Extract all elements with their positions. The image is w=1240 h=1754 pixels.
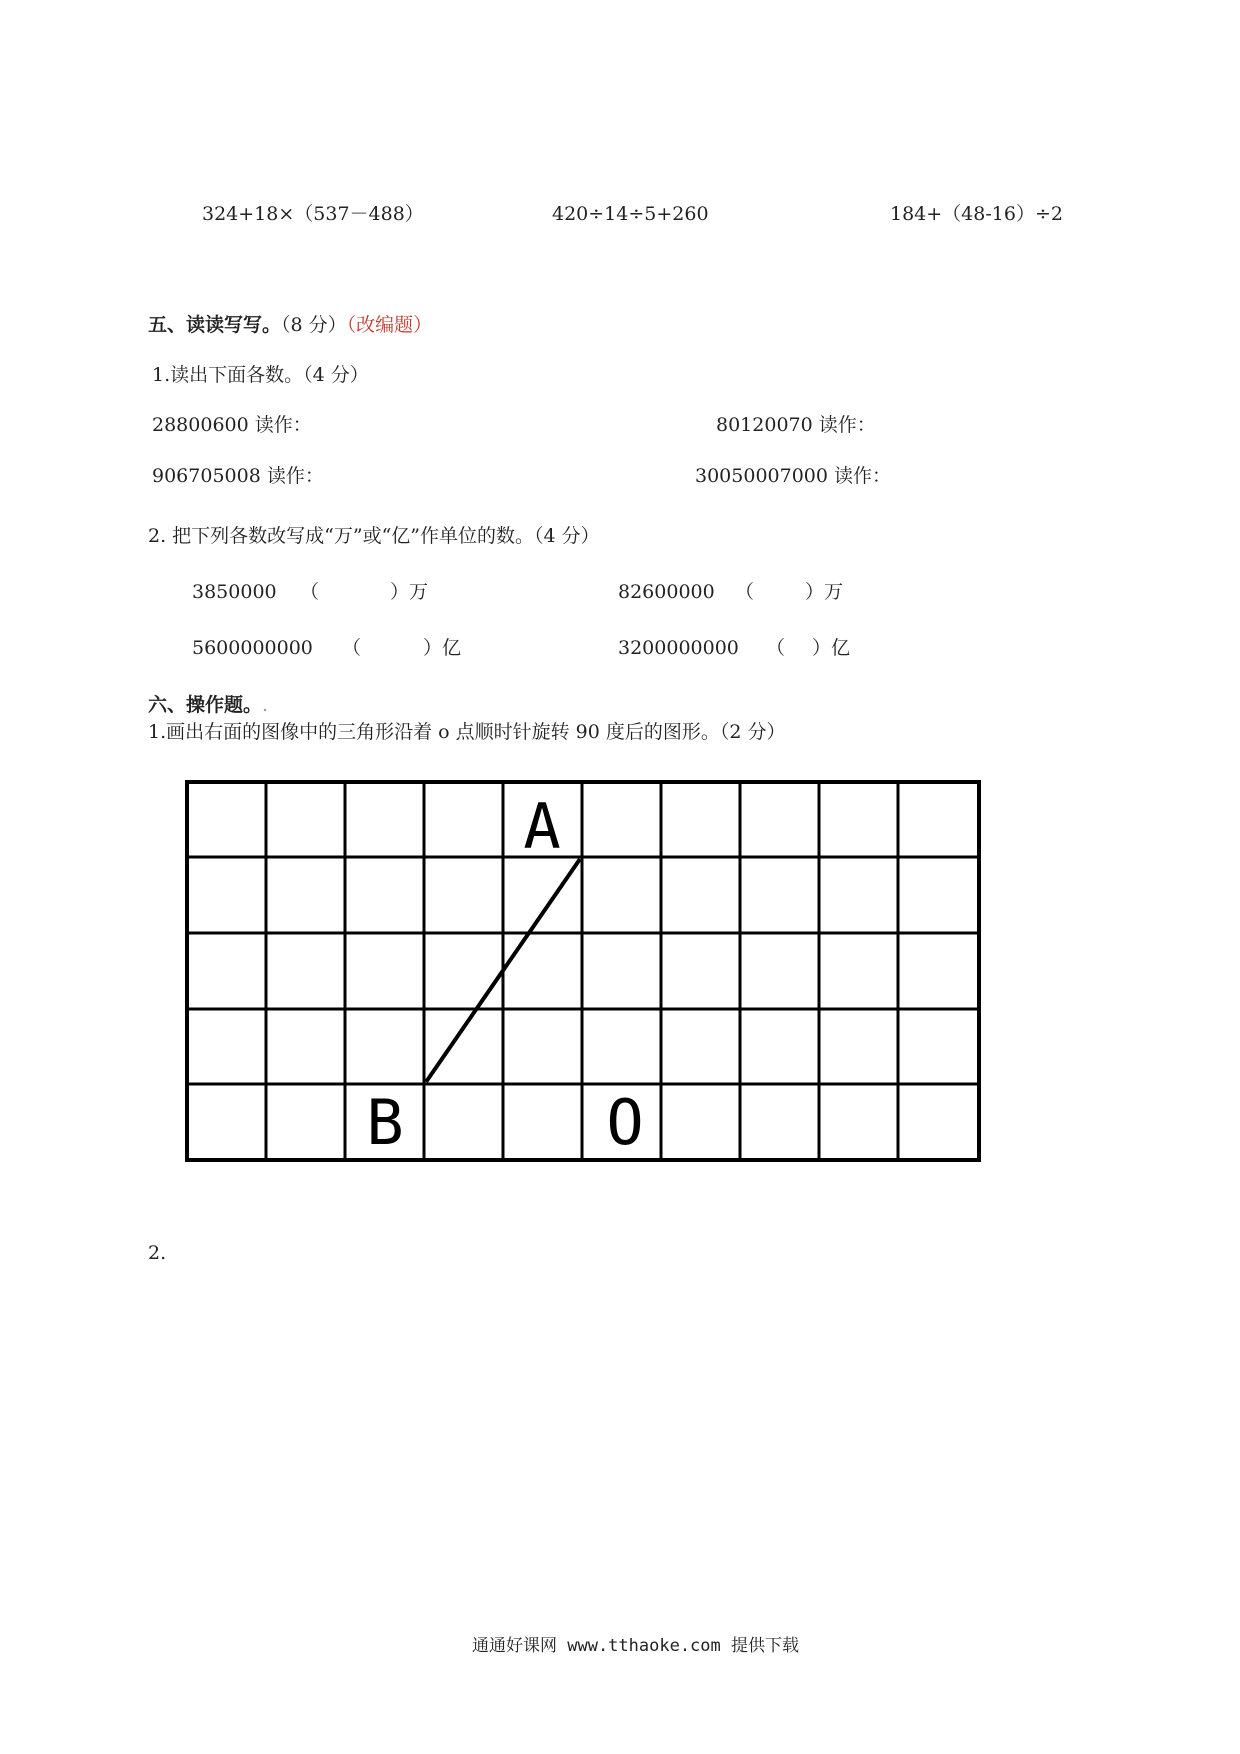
convert-item-3-open: （ — [342, 637, 362, 659]
section5-header — [148, 313, 432, 337]
convert-item-3-close: ）亿 — [423, 637, 462, 659]
convert-item-1-close: ）万 — [390, 581, 429, 603]
convert-item-4-close: ）亿 — [812, 637, 851, 659]
convert-item-2-close: ）万 — [805, 581, 844, 603]
section5-points: （8 分） — [281, 314, 347, 336]
convert-item-1-number: 3850000 — [192, 581, 277, 603]
grid-lines — [187, 782, 979, 1160]
section5-title: 五、读读写写。 — [148, 314, 282, 336]
label-a: A — [523, 790, 561, 863]
convert-item-4-open: （ — [766, 637, 786, 659]
label-o: O — [606, 1086, 644, 1159]
footer: 通通好课网 www.tthaoke.com 提供下载 — [472, 1636, 799, 1656]
read-item-1: 28800600 读作： — [152, 414, 312, 436]
section6-q1: 1.画出右面的图像中的三角形沿着 o 点顺时针旋转 90 度后的图形。（2 分） — [148, 721, 786, 743]
convert-item-2-number: 82600000 — [618, 581, 715, 603]
convert-item-3-number: 5600000000 — [192, 637, 313, 659]
convert-item-1-open: （ — [300, 581, 320, 603]
read-item-2: 80120070 读作： — [716, 414, 876, 436]
read-item-3: 906705008 读作： — [152, 465, 324, 487]
section5-q1-prompt: 1.读出下面各数。（4 分） — [152, 364, 369, 386]
section6-header — [148, 693, 268, 717]
convert-item-2-open: （ — [735, 581, 755, 603]
expression-3: 184+（48-16）÷2 — [890, 203, 1063, 225]
read-item-4: 30050007000 读作： — [695, 465, 892, 487]
section5-tag: （改编题） — [346, 314, 433, 336]
section6-title: 六、操作题。 — [148, 694, 263, 716]
rotation-grid — [185, 780, 985, 1165]
section6-dot: . — [262, 694, 269, 716]
section6-q2: 2. — [148, 1242, 167, 1264]
expression-1: 324+18×（537－488） — [202, 203, 424, 225]
section5-q2-prompt: 2. 把下列各数改写成“万”或“亿”作单位的数。（4 分） — [148, 525, 600, 547]
expression-2: 420÷14÷5+260 — [552, 203, 709, 225]
convert-item-4-number: 3200000000 — [618, 637, 739, 659]
label-b: B — [366, 1086, 404, 1159]
